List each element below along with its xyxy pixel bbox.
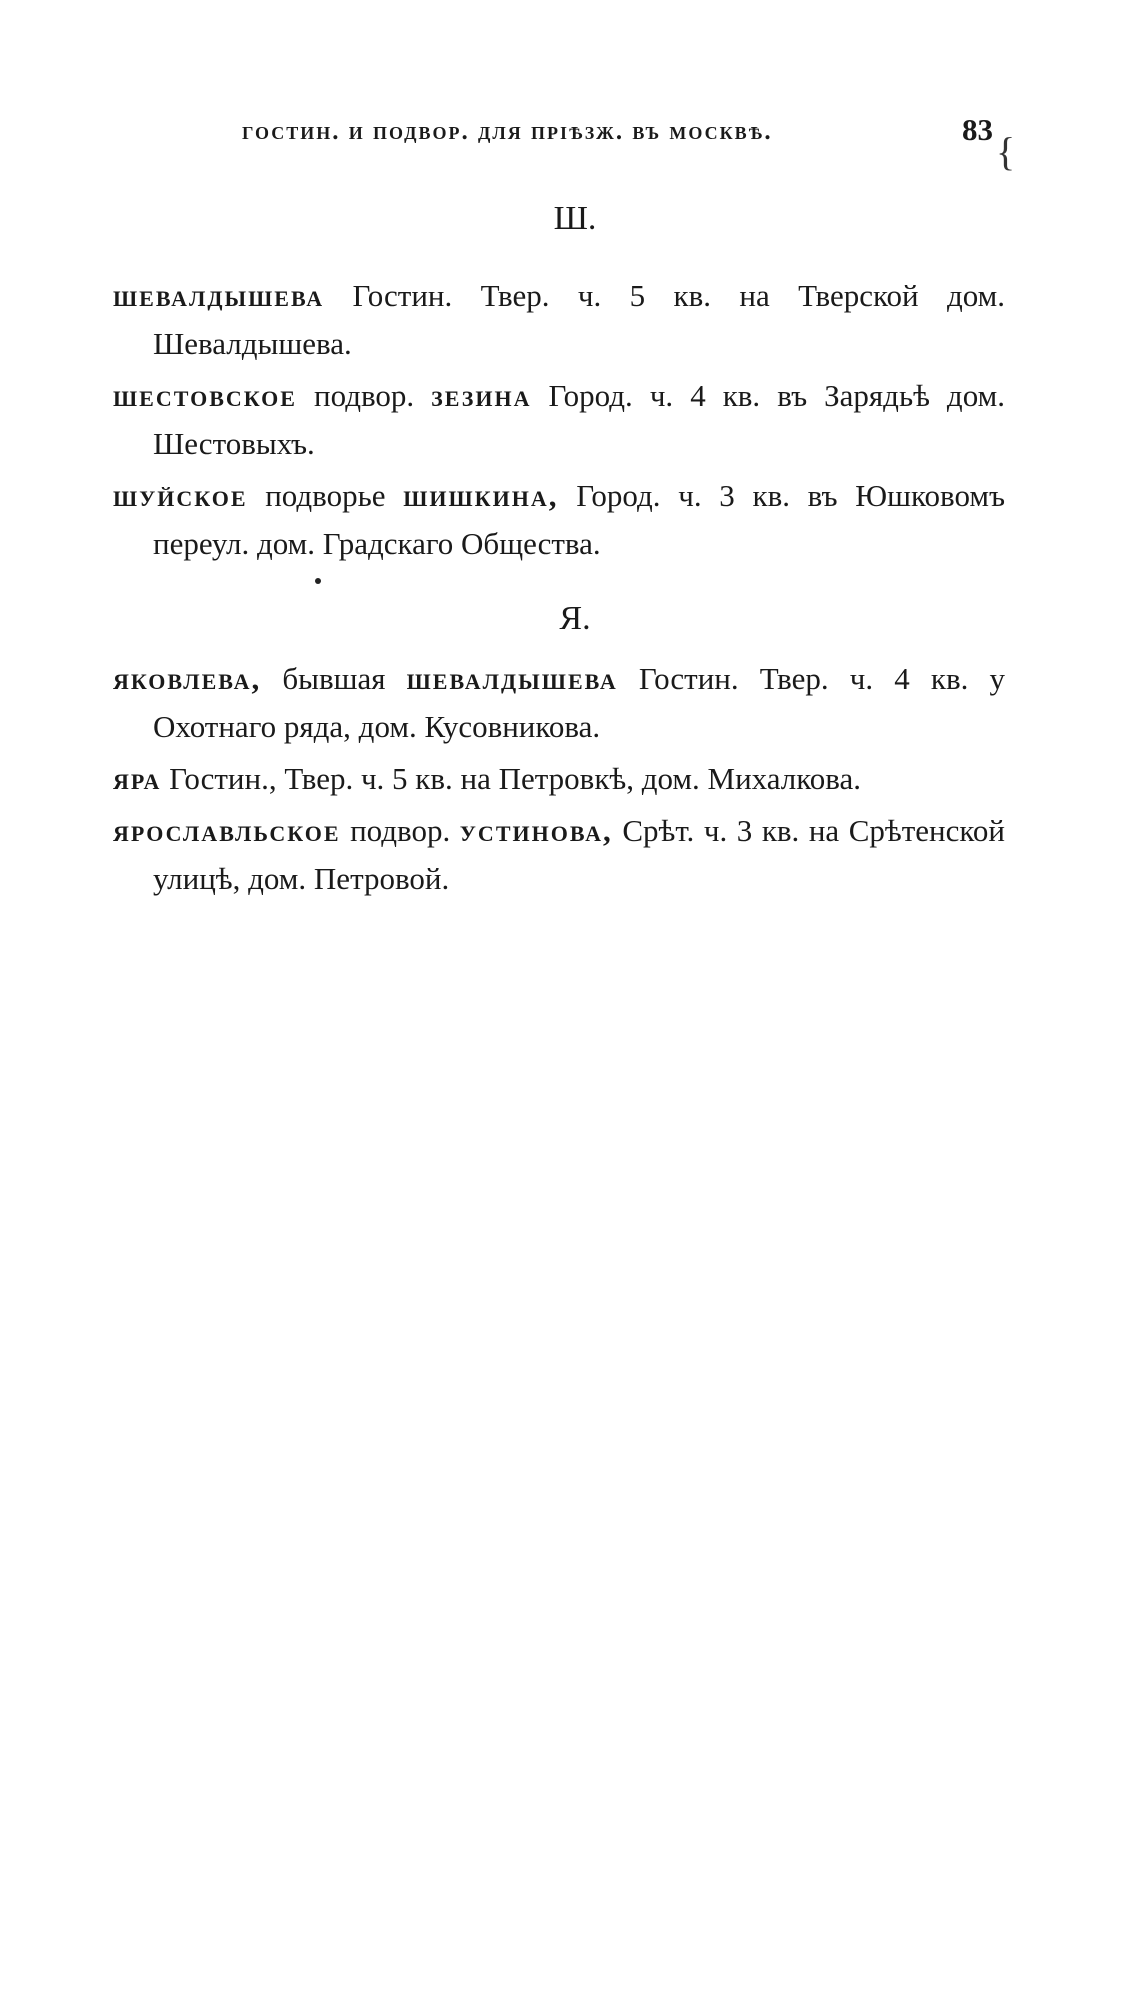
section-heading-ya: Я. <box>559 600 591 637</box>
entry-shuyskoe <box>113 472 1005 568</box>
entry-text-cont: Город. ч. 4 кв. въ Зарядьѣ дом. Шестовыхъ. <box>153 378 1005 461</box>
entry-text: Гостин., Твер. ч. 5 кв. на Петровкѣ, дом. Михалкова. <box>161 761 861 796</box>
entry-name: шевалдышева <box>113 278 325 313</box>
entry-yakovleva <box>113 655 1005 751</box>
entry-shevaldysheva <box>113 272 1005 368</box>
entry-owner: зезина <box>431 378 532 413</box>
entry-text: подвор. <box>296 378 432 413</box>
entry-yara <box>113 755 1005 803</box>
stray-ink-dot <box>315 578 321 584</box>
section-entries-ya <box>113 655 1005 907</box>
section-heading-sha: Ш. <box>553 200 597 237</box>
entry-name: ярославльское <box>113 813 341 848</box>
entry-text: подвор. <box>340 813 460 848</box>
entry-shestovskoe <box>113 372 1005 468</box>
running-head: гостин. и подвор. для прiѣзж. въ москвѣ. <box>242 118 773 145</box>
entry-text: Гостин. Твер. ч. 5 кв. на Тверской дом. Шевалдышева. <box>153 278 1005 361</box>
entry-text: подворье <box>247 478 404 513</box>
entry-text-cont: Срѣт. ч. 3 кв. на Срѣтенской улицѣ, дом. Петровой. <box>153 813 1005 896</box>
entry-yaroslavlskoe <box>113 807 1005 903</box>
margin-mark: { <box>996 129 1016 174</box>
entry-text-cont: Гостин. Твер. ч. 4 кв. у Охотнаго ряда, дом. Кусовникова. <box>153 661 1005 744</box>
entry-owner: шевалдышева <box>406 661 618 696</box>
entry-name: яра <box>113 761 162 796</box>
section-entries-sha <box>113 272 1005 572</box>
entry-text: бывшая <box>261 661 407 696</box>
entry-name: шуйское <box>113 478 248 513</box>
entry-text-cont: Город. ч. 3 кв. въ Юшковомъ переул. дом. Градскаго Общества. <box>153 478 1005 561</box>
page-number: 83 <box>962 112 993 147</box>
entry-name: яковлева, <box>113 661 262 696</box>
entry-name: шестовское <box>113 378 297 413</box>
entry-owner: шишкина, <box>403 478 559 513</box>
entry-owner: устинова, <box>459 813 613 848</box>
